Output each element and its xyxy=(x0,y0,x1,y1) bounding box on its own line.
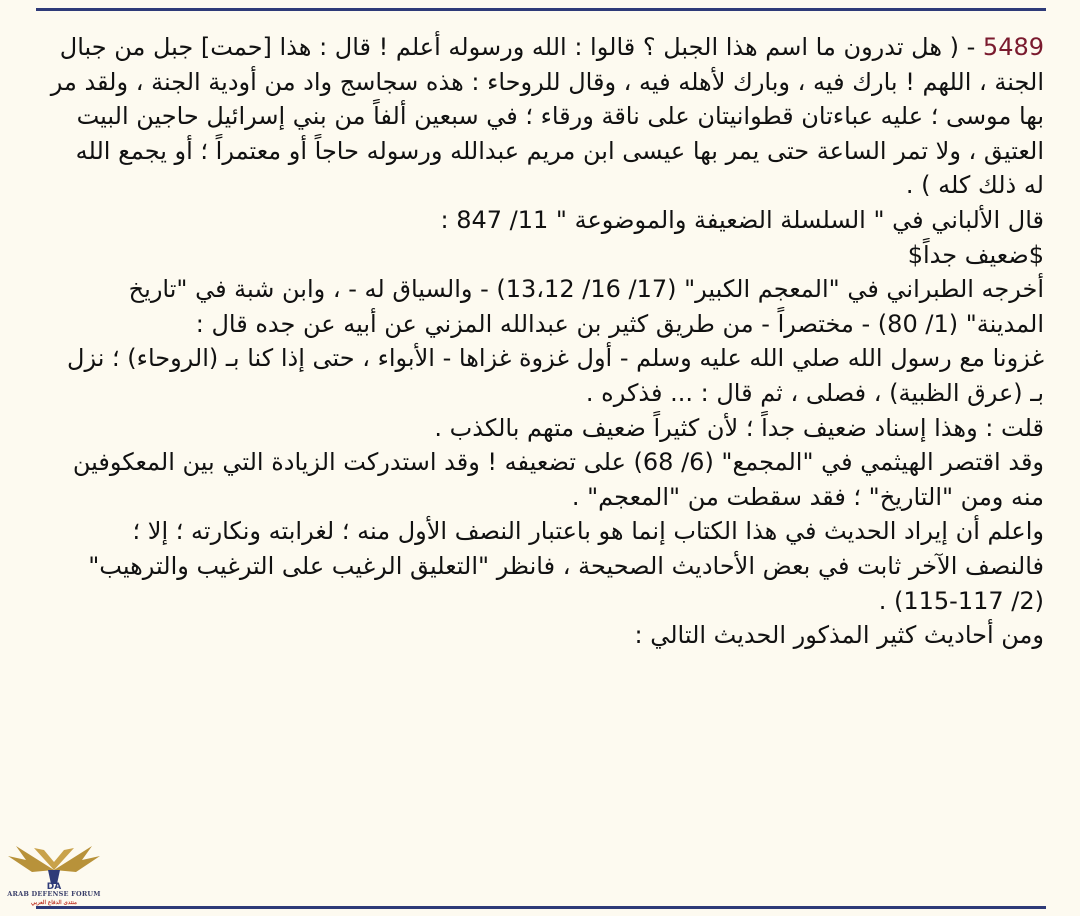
hadith-first-line xyxy=(14,30,1044,65)
text-line: فالنصف الآخر ثابت في بعض الأحاديث الصحيحة ، فانظر "التعليق الرغيب على الترغيب والترهيب" xyxy=(88,551,1044,580)
watermark-text: ARAB DEFENSE FORUM xyxy=(7,890,101,898)
text-line: له ذلك كله ) . xyxy=(905,171,1044,200)
grading-line: $ضعيف جداً$ xyxy=(907,240,1044,269)
bottom-divider xyxy=(36,906,1046,909)
text-line: غزونا مع رسول الله صلي الله عليه وسلم - أول غزوة غزاها - الأبواء ، حتى إذا كنا بـ (الروحاء) ؛ نزل xyxy=(67,344,1044,373)
document-body xyxy=(14,30,1044,653)
text-line: ومن أحاديث كثير المذكور الحديث التالي : xyxy=(634,621,1044,650)
text-line: قلت : وهذا إسناد ضعيف جداً ؛ لأن كثيراً ضعيف متهم بالكذب . xyxy=(434,413,1044,442)
watermark-subtext: منتدى الدفاع العربي xyxy=(31,900,77,906)
top-divider xyxy=(36,8,1046,11)
text-line: الجنة ، اللهم ! بارك فيه ، وبارك لأهله فيه ، وقال للروحاء : هذه سجاسج واد من أودية الجنة ، ولقد مر xyxy=(50,67,1044,96)
text-line: منه ومن "التاريخ" ؛ فقد سقطت من "المعجم" . xyxy=(571,482,1044,511)
text-line: قال الألباني في " السلسلة الضعيفة والموضوعة " 11/ 847 : xyxy=(440,205,1044,234)
text-line: واعلم أن إيراد الحديث في هذا الكتاب إنما هو باعتبار النصف الأول منه ؛ لغرابته ونكارته ؛ إلا ؛ xyxy=(132,517,1044,546)
hadith-first-line-text: - ( هل تدرون ما اسم هذا الجبل ؟ قالوا : الله ورسوله أعلم ! قال : هذا [حمت] جبل من جبال xyxy=(59,33,983,61)
logo-letters: DA xyxy=(46,882,62,890)
hadith-number: 5489 xyxy=(982,33,1044,61)
text-line: بـ (عرق الظبية) ، فصلى ، ثم قال : ... فذكره . xyxy=(585,378,1044,407)
forum-watermark-logo xyxy=(4,840,104,916)
text-line: وقد اقتصر الهيثمي في "المجمع" (6/ 68) على تضعيفه ! وقد استدركت الزيادة التي بين المعكوفين xyxy=(72,448,1044,477)
text-line: المدينة" (1/ 80) - مختصراً - من طريق كثير بن عبدالله المزني عن أبيه عن جده قال : xyxy=(195,309,1044,338)
text-line: بها موسى ؛ عليه عباءتان قطوانيتان على ناقة ورقاء ؛ في سبعين ألفاً من بني إسرائيل حاجين البيت xyxy=(76,102,1044,131)
text-line: العتيق ، ولا تمر الساعة حتى يمر بها عيسى ابن مريم عبدالله ورسوله حاجاً أو معتمراً ؛ أو يجمع الله xyxy=(75,136,1044,165)
text-line: (2/ 115-117) . xyxy=(878,586,1044,615)
eagle-emblem-icon xyxy=(4,840,104,890)
text-line: أخرجه الطبراني في "المعجم الكبير" (17/ 16/ 13،12) - والسياق له - ، وابن شبة في "تاريخ xyxy=(128,275,1044,304)
